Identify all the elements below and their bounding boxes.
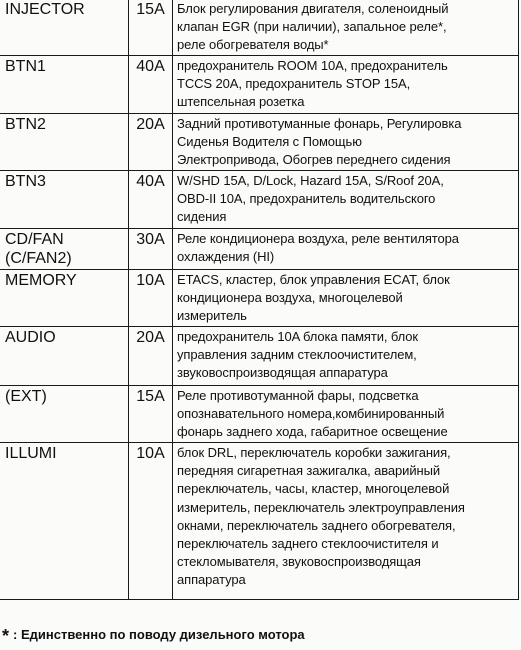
fuse-name: BTN3 [5,173,46,190]
fuse-description-cell [173,327,519,386]
table-row [0,443,519,600]
fuse-description: Реле противотуманной фары, подсветка опознавательного номера,комбинированный фонарь заднего хода, габаритное освещение [177,388,448,440]
footnote-text: : Единственно по поводу дизельного мотора [13,627,305,642]
table-row [0,386,519,443]
fuse-name-cell [0,229,129,270]
fuse-description-cell [173,0,519,56]
fuse-name: (EXT) [5,388,47,405]
fuse-name: BTN1 [5,58,46,75]
fuse-rating: 40A [136,58,165,75]
fuse-rating-cell [129,171,173,229]
fuse-description: предохранитель ROOM 10A, предохранитель TCCS 20A, предохранитель STOP 15A, штепсельная розетка [177,58,448,110]
fuse-name-cell [0,171,129,229]
fuse-rating-cell [129,386,173,443]
footnote-asterisk: * [2,626,10,646]
fuse-rating-cell [129,0,173,56]
fuse-rating: 10A [136,445,165,462]
fuse-name: AUDIO [5,329,56,346]
fuse-description-cell [173,443,519,600]
fuse-name-cell [0,0,129,56]
fuse-name-cell [0,114,129,171]
table-row [0,0,519,56]
fuse-description-cell [173,229,519,270]
fuse-rating-cell [129,56,173,114]
fuse-rating: 15A [136,1,165,18]
fuse-name: ILLUMI [5,445,57,462]
fuse-rating: 10A [136,272,165,289]
fuse-rating: 15A [136,388,165,405]
fuse-description: Задний противотуманные фонарь, Регулировка Сиденья Водителя с Помощью Электропривода, Обогрев переднего сидения [177,116,462,168]
fuse-description: Блок регулирования двигателя, соленоидный клапан EGR (при наличии), запальное реле*, реле обогревателя воды* [177,1,449,53]
fuse-name-cell [0,443,129,600]
fuse-name: INJECTOR [5,1,85,18]
table-row [0,327,519,386]
table-row [0,114,519,171]
fuse-description-cell [173,270,519,327]
fuse-description-cell [173,114,519,171]
fuse-description-cell [173,171,519,229]
fuse-rating: 30A [136,231,165,248]
table-row [0,270,519,327]
fuse-rating-cell [129,229,173,270]
fuse-rating: 40A [136,173,165,190]
diesel-footnote [2,626,305,647]
fuse-rating: 20A [136,329,165,346]
fuse-name: BTN2 [5,116,46,133]
fuse-rating: 20A [136,116,165,133]
fuse-name: MEMORY [5,272,77,289]
fuse-description: ETACS, кластер, блок управления ECAT, блок кондиционера воздуха, многоцелевой измеритель [177,272,450,324]
fuse-rating-cell [129,114,173,171]
fuse-description: предохранитель 10A блока памяти, блок управления задним стеклоочистителем, звуковоспроизводящая аппаратура [177,329,419,381]
fuse-description-cell [173,386,519,443]
fuse-rating-cell [129,443,173,600]
fuse-description: Реле кондиционера воздуха, реле вентилятора охлаждения (HI) [177,231,459,265]
fuse-description-cell [173,56,519,114]
fuse-description: блок DRL, переключатель коробки зажигания, передняя сигаретная зажигалка, аварийный переключатель, часы, кластер, многоцелевой измеритель, переключатель электроуправления окнами, переключатель заднего обогревателя, переключатель заднего стеклоочистителя и стекломывателя, звуковоспроизводящая аппаратура [177,445,465,588]
fuse-rating-cell [129,327,173,386]
fuse-description: W/SHD 15A, D/Lock, Hazard 15A, S/Roof 20A, OBD-II 10A, предохранитель водительского сидения [177,173,444,225]
fuse-name-cell [0,386,129,443]
table-row [0,56,519,114]
table-row [0,171,519,229]
fuse-name-cell [0,270,129,327]
fuse-rating-cell [129,270,173,327]
table-row [0,229,519,270]
fuse-name: CD/FAN (C/FAN2) [5,231,72,267]
fuse-name-cell [0,56,129,114]
fuse-name-cell [0,327,129,386]
